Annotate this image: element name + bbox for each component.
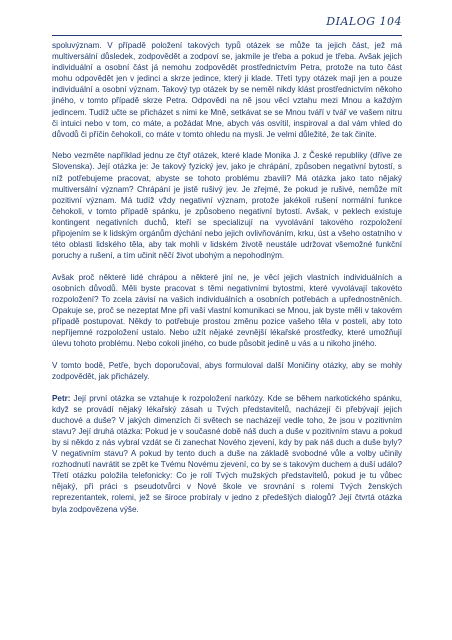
header-title: DIALOG 104 — [326, 15, 402, 28]
paragraph — [52, 360, 402, 382]
body-text — [52, 40, 402, 525]
paragraph-text: spoluvýznam. V případě položení takových typů otázek se může ta jejich část, jež má multiversální důsledek, zodpovědět a zodpoví se, jakmile je třeba a pokud je třeba. Avšak jejich individuální a osobní část já nemohu zodpovědět prostřednictvím Petra, protože na tuto část mohu odpovědět jen v jedinci a skrze jedince, který ji klade. Třetí typy otázek mají jen a pouze individuální a osobní význam. Takový typ otázek by se neměl nikdy klást prostřednictvím někoho jiného, v tomto případě skrze Petra. Odpovědi na ně jsou věcí vztahu mezi Mnou a každým jedincem. Tudíž učte se přicházet s nimi ke Mně, setkávat se se Mnou tváří v tvář ve vašem nitru či intuici nebo v tom, co máte, a požádat Mne, abych vás osvítil, inspiroval a dal vám vhled do důvodů či příčin čehokoli, co máte v tomto ohledu na mysli. Je velmi důležité, že tak činíte. — [52, 41, 402, 139]
paragraph — [52, 150, 402, 261]
paragraph-text: Avšak proč některé lidé chrápou a některé jiní ne, je věcí jejich vlastních individuálních a osobních důvodů. Měli byste pracovat s těmi negativními bytostmi, které vyvolávají takovéto rozpoložení? To zcela závisí na vašich individuálních a osobních potřebách a upřednostněních. Opakuje se, proč se nezeptat Mne při vaší vlastní komunikaci se Mnou, jak byste měli v takovém případě postupovat. Někdy to potřebuje prostou změnu pozice vašeho těla v posteli, aby toto nepříjemné rozpoložení ustalo. Nebo užít nějaké zevnější lékařské prostředky, které umožňují úlevu tohoto problému. Nebo cokoli jiného, co bude působit jedině u vás a u nikoho jiného. — [52, 272, 402, 349]
running-header — [52, 15, 402, 36]
paragraph-text: V tomto bodě, Petře, bych doporučoval, abys formuloval další Moničiny otázky, aby se mohly zodpovědět, jak přicházely. — [52, 360, 402, 382]
paragraph-text: Nebo vezměte například jednu ze čtyř otázek, které klade Monika J. z České republiky (dříve ze Slovenska). Její otázka je: Je takový fyzický jev, jako je chrápání, způsoben negativní bytostí, s níž potřebujeme pracovat, abyste se tohoto problému zbavili? Má otázka jako tato nějaký multiversální význam? Chrápání je jistě rušivý jev. Je zřejmé, že pokud je rušivé, nemůže mít pozitivní význam. Má tudíž vždy negativní význam, protože jakékoli rušení normální funkce čehokoli, v tomto případě spánku, je způsobeno negativní bytostí. Avšak, v peklech existuje kontingent negativních duchů, kteří se specializují na vyvolávání takového rozpoložení připojením se k lidským orgánům dýchání nebo jejich ovlivňováním, krku, úst a všeho ostatního v této oblasti lidského těla, aby tak mohli v lidském životě neustále udržovat všemožné funkční poruchy a rušení, a tím učinit něčí život ubohým a nepohodlným. — [52, 151, 402, 261]
paragraph-text: Její první otázka se vztahuje k rozpoložení narkózy. Kde se během narkotického spánku, když se provádí nějaký lékařský zásah u Tvých představitelů, nacházejí či přebývají jejich duchové a duše? V jakých dimenzích či světech se nacházejí vedle toho, že jsou v pozitivním stavu? Její druhá otázka: Pokud je v současné době náš duch a duše v pozitivním stavu a pokud by si někdo z nás vybral vzdát se či zanechat Nového zjevení, kdy by pak náš duch a duše byly? V negativním stavu? A pokud by tento duch a duše na základě svobodné vůle a volby učinily rozhodnutí navrátit se zpět ke Tvému Novému zjevení, co by se s takovým duchem a duší událo? Třetí otázku položila telefonicky: Co je rolí Tvých mužských představitelů, pokud je tu vůbec nějaký, při práci s pseudotvůrci v Nové škole ve srovnání s rolemi Tvých ženských reprezentantek, rolemi, jež se široce probíraly v jedno z předešlých dialogů? Její čtvrtá otázka byla zodpovězena výše. — [52, 393, 402, 514]
speaker-label: Petr: — [52, 393, 71, 403]
paragraph — [52, 40, 402, 140]
paragraph — [52, 272, 402, 350]
paragraph — [52, 393, 402, 515]
